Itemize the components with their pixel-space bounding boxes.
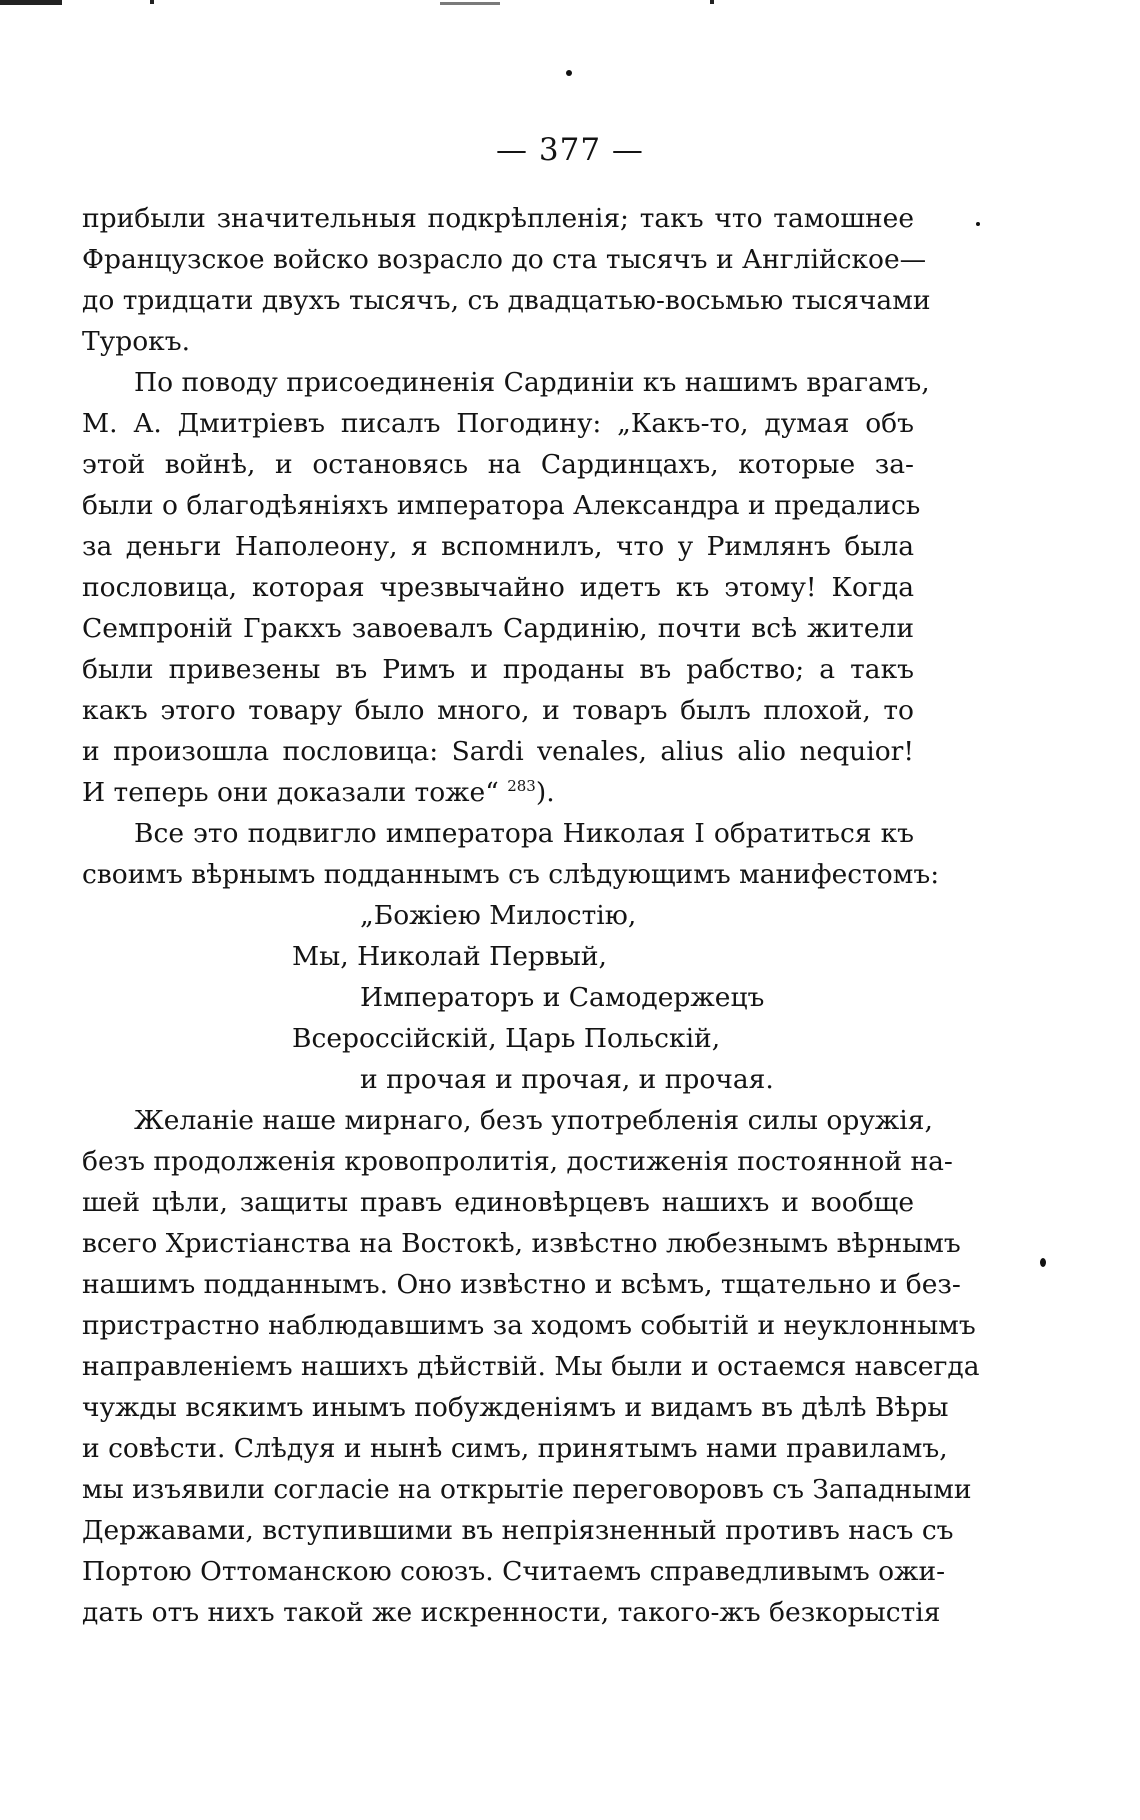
text-line: безъ продолженія кровопролитія, достиженія постоянной на- (82, 1146, 953, 1177)
text-line: По поводу присоединенія Сардиніи къ нашимъ врагамъ, (134, 367, 930, 398)
quote-text: И теперь они доказали тоже“ (82, 777, 499, 808)
text-line-with-footnote (82, 772, 914, 813)
body-text (82, 198, 980, 1633)
text-line: Турокъ. (82, 326, 191, 357)
scan-artifact (440, 2, 500, 5)
scan-artifact (0, 0, 62, 5)
manifesto-title-line: Мы, Николай Первый, (292, 941, 607, 972)
text-line: и совѣсти. Слѣдуя и нынѣ симъ, принятымъ нами правиламъ, (82, 1433, 948, 1464)
manifesto-title-line: „Божіею Милостію, (360, 900, 637, 931)
text-line: всего Христіанства на Востокѣ, извѣстно любезнымъ вѣрнымъ (82, 1228, 961, 1259)
text-line: и произошла пословица: Sardi venales, alius alio nequior! (82, 736, 914, 767)
text-line: чужды всякимъ инымъ побужденіямъ и видамъ въ дѣлѣ Вѣры (82, 1392, 949, 1423)
text-line: за деньги Наполеону, я вспомнилъ, что у Римлянъ была (82, 531, 914, 562)
text-line: пристрастно наблюдавшимъ за ходомъ событій и неуклоннымъ (82, 1310, 976, 1341)
scan-speck (1040, 1258, 1046, 1267)
page-number: — 377 — (496, 132, 644, 168)
text-line: этой войнѣ, и остановясь на Сардинцахъ, которые за- (82, 449, 914, 480)
text-line: своимъ вѣрнымъ подданнымъ съ слѣдующимъ манифестомъ: (82, 859, 940, 890)
text-line: дать отъ нихъ такой же искренности, такого-жъ безкорыстія (82, 1597, 941, 1628)
manifesto-title-line: Всероссійскій, Царь Польскій, (292, 1023, 721, 1054)
manifesto-title-line: и прочая и прочая, и прочая. (360, 1064, 774, 1095)
scan-speck (566, 70, 572, 76)
footnote-marker: 283 (507, 777, 536, 795)
text-line: были привезены въ Римъ и проданы въ рабство; а такъ (82, 654, 914, 685)
text-line: пословица, которая чрезвычайно идетъ къ этому! Когда (82, 572, 914, 603)
text-line: Все это подвигло императора Николая I обратиться къ (134, 818, 914, 849)
scan-artifact (710, 0, 714, 4)
scan-speck (976, 222, 980, 226)
manifesto-title-line: Императоръ и Самодержецъ (360, 982, 765, 1013)
text-line: мы изъявили согласіе на открытіе переговоровъ съ Западными (82, 1474, 972, 1505)
text-line: Французское войско возрасло до ста тысячъ и Англійское— (82, 244, 927, 275)
text-line: нашимъ подданнымъ. Оно извѣстно и всѣмъ, тщательно и без- (82, 1269, 961, 1300)
footnote-close: ). (535, 777, 555, 808)
text-line: были о благодѣяніяхъ императора Александра и предались (82, 490, 921, 521)
text-line: Державами, вступившими въ непріязненный противъ насъ съ (82, 1515, 954, 1546)
text-line: прибыли значительныя подкрѣпленія; такъ что тамошнее (82, 203, 914, 234)
text-line: направленіемъ нашихъ дѣйствій. Мы были и остаемся навсегда (82, 1351, 980, 1382)
text-line: Семпроній Гракхъ завоевалъ Сардинію, почти всѣ жители (82, 613, 914, 644)
text-line: до тридцати двухъ тысячъ, съ двадцатью-восьмью тысячами (82, 285, 931, 316)
text-line: Желаніе наше мирнаго, безъ употребленія силы оружія, (134, 1105, 933, 1136)
text-line: М. А. Дмитріевъ писалъ Погодину: „Какъ-то, думая объ (82, 408, 914, 439)
scan-artifact (150, 0, 154, 4)
text-line: Портою Оттоманскою союзъ. Считаемъ справедливымъ ожи- (82, 1556, 946, 1587)
text-line: шей цѣли, защиты правъ единовѣрцевъ нашихъ и вообще (82, 1187, 914, 1218)
text-line: какъ этого товару было много, и товаръ былъ плохой, то (82, 695, 914, 726)
